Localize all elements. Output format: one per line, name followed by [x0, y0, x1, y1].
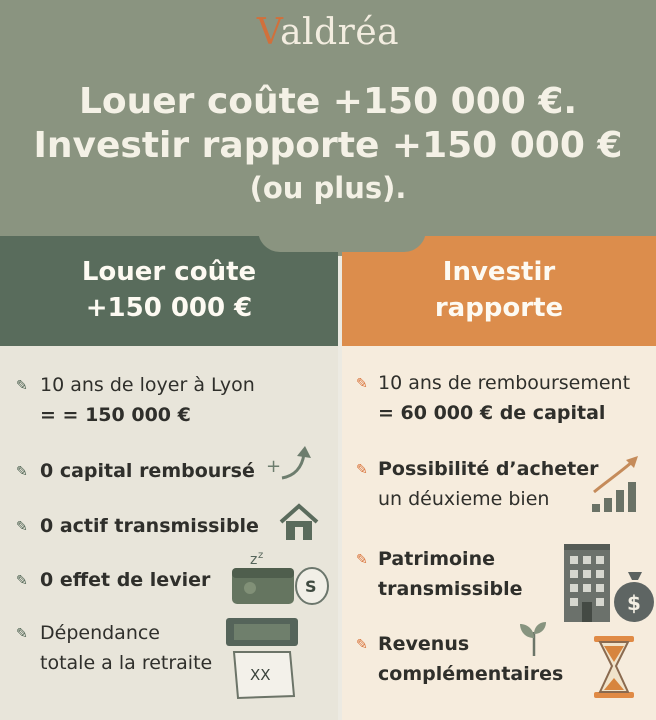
- left-item-4-line-1: 0 effet de levier: [40, 569, 211, 591]
- building-moneybag-icon: [562, 540, 654, 624]
- right-item-4-line-2: complémentaires: [378, 663, 564, 685]
- right-item-1: [378, 368, 630, 428]
- right-item-2-line-1: Possibilité d’acheter: [378, 458, 599, 480]
- right-column-header: [342, 236, 656, 346]
- up-arrow-icon: [266, 440, 318, 484]
- left-item-3: [40, 511, 259, 541]
- bill-dollar-sign: S: [305, 577, 317, 596]
- left-column-title: [0, 254, 338, 326]
- pencil-bullet-icon: ✎: [356, 376, 368, 392]
- right-item-2-line-2: un déuxieme bien: [378, 488, 550, 510]
- svg-text:+: +: [266, 456, 282, 477]
- brand-initial: V: [256, 12, 281, 53]
- right-item-3-line-1: Patrimoine: [378, 548, 495, 570]
- pencil-bullet-icon: ✎: [356, 462, 368, 478]
- headline-tab: [258, 228, 426, 252]
- left-item-5: [40, 618, 212, 678]
- pencil-bullet-icon: ✎: [16, 573, 28, 589]
- growth-chart-icon: [586, 452, 646, 516]
- svg-text:z: z: [250, 552, 258, 568]
- right-item-2: [378, 454, 599, 514]
- left-title-line-2: +150 000 €: [85, 293, 253, 323]
- right-item-1-line-1: 10 ans de remboursement: [378, 372, 631, 394]
- right-item-3: [378, 544, 523, 604]
- left-title-line-1: Louer coûte: [81, 257, 257, 287]
- right-item-3-line-2: transmissible: [378, 578, 523, 600]
- left-item-2: [40, 456, 255, 486]
- left-item-2-line-1: 0 capital remboursé: [40, 460, 255, 482]
- right-title-line-2: rapporte: [434, 293, 564, 323]
- left-column-header: [0, 236, 338, 346]
- pencil-bullet-icon: ✎: [16, 464, 28, 480]
- svg-text:z: z: [258, 550, 264, 561]
- right-column-title: [342, 254, 656, 326]
- left-item-5-line-2: totale a la retraite: [40, 652, 213, 674]
- right-item-1-line-2: = 60 000 € de capital: [378, 402, 606, 424]
- pencil-bullet-icon: ✎: [16, 519, 28, 535]
- headline-line-2: Investir rapporte +150 000 €: [33, 125, 623, 166]
- empty-wallet-icon: [228, 548, 332, 608]
- broken-piggy-bank-icon: [224, 614, 304, 702]
- brand-logo: [0, 12, 656, 53]
- headline: [0, 80, 656, 208]
- pencil-bullet-icon: ✎: [356, 552, 368, 568]
- left-item-1-line-1: 10 ans de loyer à Lyon: [40, 374, 255, 396]
- pencil-bullet-icon: ✎: [16, 626, 28, 642]
- house-icon: [278, 502, 320, 542]
- right-title-line-1: Investir: [442, 257, 556, 287]
- left-item-1-line-2: = = 150 000 €: [40, 404, 191, 426]
- left-item-5-line-1: Dépendance: [40, 622, 160, 644]
- stamp-text: XX: [250, 666, 271, 684]
- left-item-3-line-1: 0 actif transmissible: [40, 515, 259, 537]
- brand-name-rest: aldréa: [280, 12, 400, 53]
- hourglass-icon: [590, 634, 638, 700]
- right-item-4-line-1: Revenus: [378, 633, 470, 655]
- left-item-4: [40, 565, 210, 595]
- headline-line-3: (ou plus).: [249, 171, 407, 205]
- headline-line-1: Louer coûte +150 000 €.: [78, 81, 578, 122]
- pencil-bullet-icon: ✎: [16, 378, 28, 394]
- sprout-icon: [512, 618, 556, 658]
- left-item-1: [40, 370, 255, 430]
- pencil-bullet-icon: ✎: [356, 637, 368, 653]
- moneybag-dollar-sign: $: [627, 591, 641, 615]
